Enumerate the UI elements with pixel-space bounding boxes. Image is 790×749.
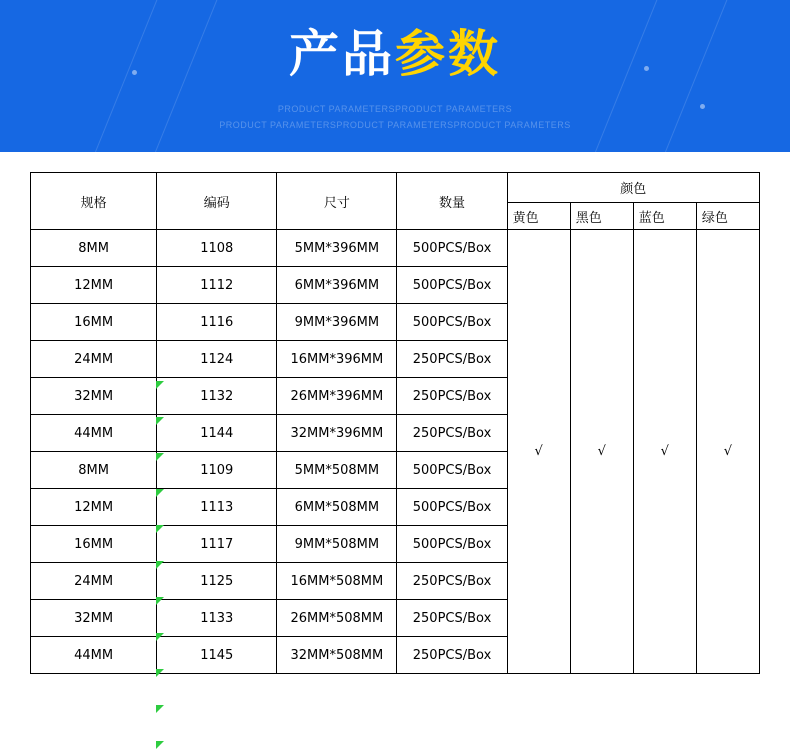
cell-spec: 32MM — [31, 378, 157, 415]
cell-quantity: 250PCS/Box — [397, 637, 507, 674]
cell-spec: 24MM — [31, 341, 157, 378]
cell-code: 1145 — [157, 637, 277, 674]
cell-marker-icon — [156, 741, 164, 749]
header-size: 尺寸 — [277, 173, 397, 230]
product-parameters-table — [30, 172, 760, 674]
cell-marker-icon — [156, 705, 164, 713]
cell-code: 1125 — [157, 563, 277, 600]
cell-spec: 12MM — [31, 267, 157, 304]
cell-check-yellow: √ — [507, 230, 570, 674]
cell-code: 1108 — [157, 230, 277, 267]
parameters-table-area — [0, 152, 790, 674]
header-color-group: 颜色 — [507, 173, 759, 203]
cell-size: 6MM*396MM — [277, 267, 397, 304]
header-color-blue: 蓝色 — [633, 203, 696, 230]
cell-spec: 32MM — [31, 600, 157, 637]
table-header-row-1 — [31, 173, 760, 203]
cell-size: 9MM*508MM — [277, 526, 397, 563]
cell-quantity: 500PCS/Box — [397, 452, 507, 489]
cell-code: 1132 — [157, 378, 277, 415]
cell-spec: 8MM — [31, 452, 157, 489]
page-subtitle-line-1: PRODUCT PARAMETERSPRODUCT PARAMETERS — [277, 104, 513, 114]
cell-quantity: 500PCS/Box — [397, 230, 507, 267]
cell-spec: 8MM — [31, 230, 157, 267]
header-color-black: 黑色 — [570, 203, 633, 230]
cell-code: 1113 — [157, 489, 277, 526]
table-row — [31, 230, 760, 267]
cell-code: 1144 — [157, 415, 277, 452]
cell-code: 1133 — [157, 600, 277, 637]
cell-quantity: 500PCS/Box — [397, 489, 507, 526]
cell-spec: 44MM — [31, 415, 157, 452]
cell-size: 32MM*396MM — [277, 415, 397, 452]
cell-code: 1117 — [157, 526, 277, 563]
header-color-yellow: 黄色 — [507, 203, 570, 230]
header-code: 编码 — [157, 173, 277, 230]
cell-size: 9MM*396MM — [277, 304, 397, 341]
header-color-green: 绿色 — [696, 203, 759, 230]
cell-check-black: √ — [570, 230, 633, 674]
cell-spec: 44MM — [31, 637, 157, 674]
cell-size: 16MM*508MM — [277, 563, 397, 600]
cell-quantity: 250PCS/Box — [397, 563, 507, 600]
cell-check-blue: √ — [633, 230, 696, 674]
cell-quantity: 500PCS/Box — [397, 526, 507, 563]
cell-spec: 16MM — [31, 304, 157, 341]
cell-size: 32MM*508MM — [277, 637, 397, 674]
cell-code: 1109 — [157, 452, 277, 489]
cell-size: 26MM*396MM — [277, 378, 397, 415]
cell-spec: 24MM — [31, 563, 157, 600]
page-subtitle-line-2: PRODUCT PARAMETERSPRODUCT PARAMETERSPRODUCT PARAMETERS — [219, 120, 571, 130]
cell-quantity: 500PCS/Box — [397, 267, 507, 304]
cell-quantity: 500PCS/Box — [397, 304, 507, 341]
page-title — [0, 24, 790, 84]
cell-code: 1116 — [157, 304, 277, 341]
page-title-accent: 参数 — [395, 25, 501, 83]
cell-size: 26MM*508MM — [277, 600, 397, 637]
header-spec: 规格 — [31, 173, 157, 230]
cell-quantity: 250PCS/Box — [397, 600, 507, 637]
cell-check-green: √ — [696, 230, 759, 674]
cell-quantity: 250PCS/Box — [397, 378, 507, 415]
cell-spec: 16MM — [31, 526, 157, 563]
cell-size: 5MM*508MM — [277, 452, 397, 489]
cell-spec: 12MM — [31, 489, 157, 526]
page-banner — [0, 0, 790, 152]
cell-code: 1112 — [157, 267, 277, 304]
cell-code: 1124 — [157, 341, 277, 378]
cell-size: 16MM*396MM — [277, 341, 397, 378]
header-quantity: 数量 — [397, 173, 507, 230]
cell-quantity: 250PCS/Box — [397, 341, 507, 378]
cell-size: 5MM*396MM — [277, 230, 397, 267]
cell-size: 6MM*508MM — [277, 489, 397, 526]
cell-quantity: 250PCS/Box — [397, 415, 507, 452]
page-title-primary: 产品 — [289, 25, 395, 83]
